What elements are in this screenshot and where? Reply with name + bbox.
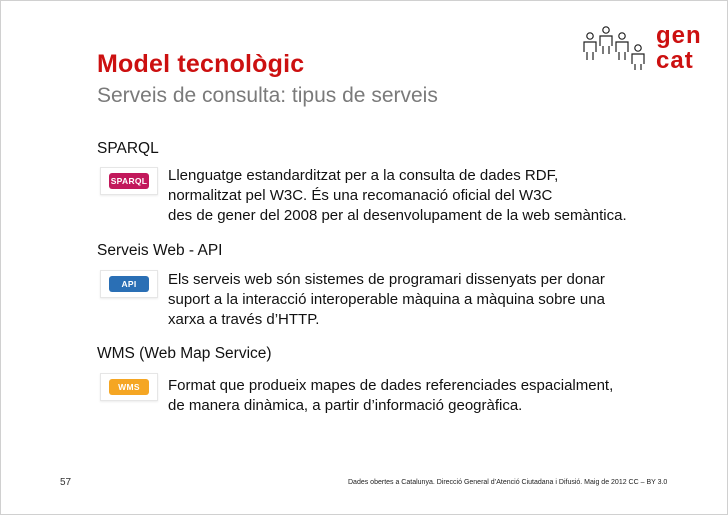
section-heading-api: Serveis Web - API <box>97 242 223 259</box>
gencat-logo <box>576 22 716 82</box>
description-line: xarxa a través d’HTTP. <box>168 311 320 328</box>
page-number: 57 <box>60 477 72 488</box>
wms-badge <box>100 373 158 401</box>
api-badge-label: API <box>109 276 149 292</box>
description-line: Format que produeix mapes de dades referenciades espacialment, <box>168 377 614 394</box>
sparql-badge <box>100 167 158 195</box>
description-line: Els serveis web són sistemes de programari dissenyats per donar <box>168 271 605 288</box>
description-line: des de gener del 2008 per al desenvolupament de la web semàntica. <box>168 207 627 224</box>
api-description <box>168 270 668 330</box>
wms-badge-label: WMS <box>109 379 149 395</box>
description-line: normalitzat pel W3C. És una recomanació oficial del W3C <box>168 187 553 204</box>
page-title: Model tecnològic <box>97 50 305 78</box>
page-subtitle: Serveis de consulta: tipus de serveis <box>97 84 438 107</box>
section-heading-sparql: SPARQL <box>97 140 159 157</box>
section-heading-wms: WMS (Web Map Service) <box>97 345 272 362</box>
sparql-description <box>168 166 668 226</box>
logo-text-bottom: cat <box>656 47 694 74</box>
wms-description <box>168 376 668 416</box>
description-line: Llenguatge estandarditzat per a la consulta de dades RDF, <box>168 167 559 184</box>
logo-text-top: gen <box>656 22 702 49</box>
api-badge <box>100 270 158 298</box>
description-line: suport a la interacció interoperable màquina a màquina sobre una <box>168 291 605 308</box>
footer-text: Dades obertes a Catalunya. Direcció General d’Atenció Ciutadana i Difusió. Maig de 2012 CC – BY 3.0 <box>348 479 668 486</box>
sparql-badge-label: SPARQL <box>109 173 149 189</box>
description-line: de manera dinàmica, a partir d’informació geogràfica. <box>168 397 523 414</box>
